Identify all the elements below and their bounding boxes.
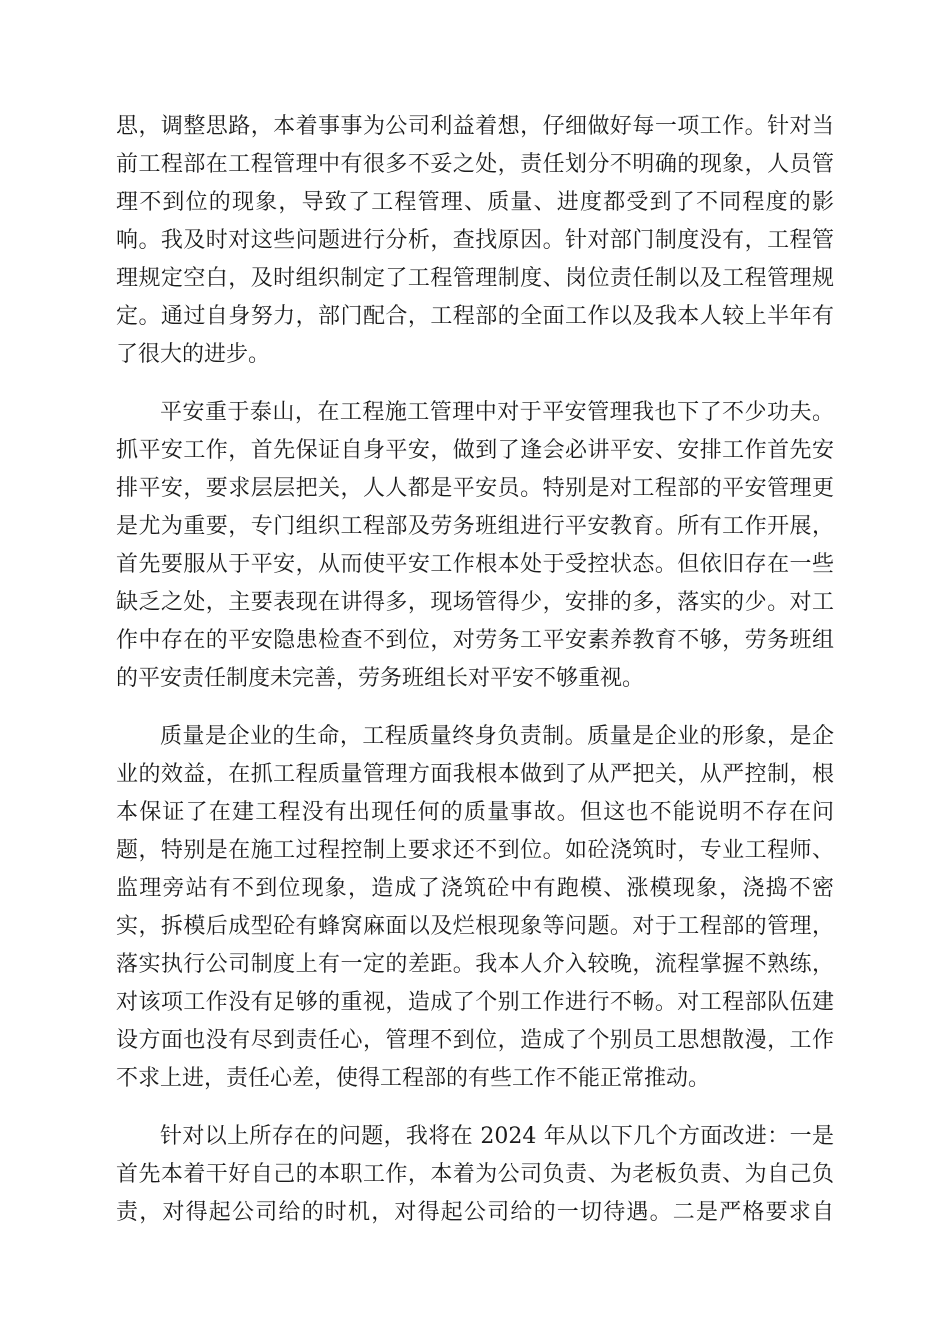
text-line: 责，对得起公司给的时机，对得起公司给的一切待遇。二是严格要求自 <box>116 1200 834 1225</box>
text-line: 定。通过自身努力，部门配合，工程部的全面工作以及我本人较上半年有 <box>116 304 834 329</box>
text-line: 业的效益，在抓工程质量管理方面我根本做到了从严把关，从严控制，根 <box>116 762 834 787</box>
text-line: 的平安责任制度未完善，劳务班组长对平安不够重视。 <box>116 666 645 691</box>
text-line: 缺乏之处，主要表现在讲得多，现场管得少，安排的多，落实的少。对工 <box>116 590 834 615</box>
text-line: 排平安，要求层层把关，人人都是平安员。特别是对工程部的平安管理更 <box>116 476 834 501</box>
text-line: 本保证了在建工程没有出现任何的质量事故。但这也不能说明不存在问 <box>116 800 834 825</box>
text-line: 首先本着干好自己的本职工作，本着为公司负责、为老板负责、为自己负 <box>116 1162 834 1187</box>
text-line: 监理旁站有不到位现象，造成了浇筑砼中有跑模、涨模现象，浇捣不密 <box>116 876 834 901</box>
text-line: 首先要服从于平安，从而使平安工作根本处于受控状态。但依旧存在一些 <box>116 552 834 577</box>
text-line: 抓平安工作，首先保证自身平安，做到了逢会必讲平安、安排工作首先安 <box>116 438 834 463</box>
text-line: 实，拆模后成型砼有蜂窝麻面以及烂根现象等问题。对于工程部的管理， <box>116 914 834 939</box>
paragraph-4 <box>116 1118 834 1232</box>
paragraph-2 <box>116 394 834 698</box>
text-line: 针对以上所存在的问题，我将在 2024 年从以下几个方面改进：一是 <box>160 1124 834 1149</box>
text-line: 不求上进，责任心差，使得工程部的有些工作不能正常推动。 <box>116 1066 711 1091</box>
text-line: 理不到位的现象，导致了工程管理、质量、进度都受到了不同程度的影 <box>116 190 834 215</box>
text-line: 理规定空白，及时组织制定了工程管理制度、岗位责任制以及工程管理规 <box>116 266 834 291</box>
text-line: 是尤为重要，专门组织工程部及劳务班组进行平安教育。所有工作开展， <box>116 514 834 539</box>
text-line: 平安重于泰山，在工程施工管理中对于平安管理我也下了不少功夫。 <box>160 400 834 425</box>
document-page <box>116 108 834 1252</box>
text-line: 了很大的进步。 <box>116 342 271 367</box>
text-line: 响。我及时对这些问题进行分析，查找原因。针对部门制度没有，工程管 <box>116 228 834 253</box>
text-line: 作中存在的平安隐患检查不到位，对劳务工平安素养教育不够，劳务班组 <box>116 628 834 653</box>
text-line: 落实执行公司制度上有一定的差距。我本人介入较晚，流程掌握不熟练， <box>116 952 834 977</box>
text-line: 设方面也没有尽到责任心，管理不到位，造成了个别员工思想散漫，工作 <box>116 1028 834 1053</box>
text-line: 前工程部在工程管理中有很多不妥之处，责任划分不明确的现象，人员管 <box>116 152 834 177</box>
text-line: 思，调整思路，本着事事为公司利益着想，仔细做好每一项工作。针对当 <box>116 114 834 139</box>
text-line: 题，特别是在施工过程控制上要求还不到位。如砼浇筑时，专业工程师、 <box>116 838 834 863</box>
text-line: 对该项工作没有足够的重视，造成了个别工作进行不畅。对工程部队伍建 <box>116 990 834 1015</box>
paragraph-3 <box>116 718 834 1098</box>
paragraph-1 <box>116 108 834 374</box>
text-line: 质量是企业的生命，工程质量终身负责制。质量是企业的形象，是企 <box>160 724 834 749</box>
